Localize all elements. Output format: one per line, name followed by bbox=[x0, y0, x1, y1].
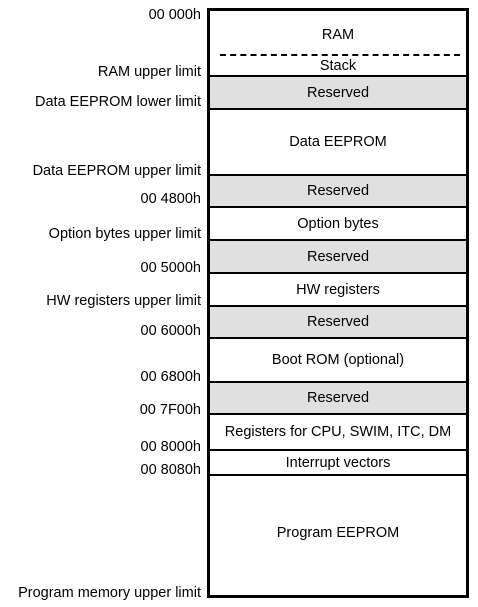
address-label: 00 000h bbox=[148, 7, 201, 23]
region-reserved: Reserved bbox=[210, 383, 466, 413]
region-ram: RAM bbox=[321, 27, 355, 43]
region-cpu-registers: Registers for CPU, SWIM, ITC, DM bbox=[224, 424, 452, 440]
region-reserved: Reserved bbox=[210, 241, 466, 272]
address-label: 00 6000h bbox=[140, 323, 201, 339]
region-reserved: Reserved bbox=[210, 77, 466, 108]
address-label: 00 8080h bbox=[140, 462, 201, 478]
region-boot-rom: Boot ROM (optional) bbox=[271, 352, 405, 368]
region-interrupt-vectors: Interrupt vectors bbox=[285, 454, 391, 471]
region-data-eeprom: Data EEPROM bbox=[289, 134, 387, 150]
address-label: 00 8000h bbox=[140, 439, 201, 455]
address-label: 00 5000h bbox=[140, 260, 201, 276]
region-stack: Stack bbox=[319, 58, 357, 74]
region-reserved: Reserved bbox=[210, 307, 466, 337]
region-option-bytes: Option bytes bbox=[297, 215, 379, 232]
memory-map bbox=[207, 8, 469, 598]
address-label: Option bytes upper limit bbox=[48, 226, 201, 242]
address-label: Program memory upper limit bbox=[18, 585, 201, 601]
address-label: HW registers upper limit bbox=[46, 293, 201, 309]
region-program-eeprom: Program EEPROM bbox=[276, 525, 400, 541]
region-hw-registers: HW registers bbox=[296, 281, 380, 298]
address-label: Data EEPROM upper limit bbox=[32, 163, 201, 179]
stack-boundary-dash bbox=[220, 54, 460, 56]
address-label: RAM upper limit bbox=[97, 64, 201, 80]
address-label: 00 6800h bbox=[140, 369, 201, 385]
address-label: 00 4800h bbox=[140, 191, 201, 207]
region-reserved: Reserved bbox=[210, 176, 466, 206]
address-label: Data EEPROM lower limit bbox=[35, 94, 201, 110]
address-label: 00 7F00h bbox=[139, 402, 201, 418]
